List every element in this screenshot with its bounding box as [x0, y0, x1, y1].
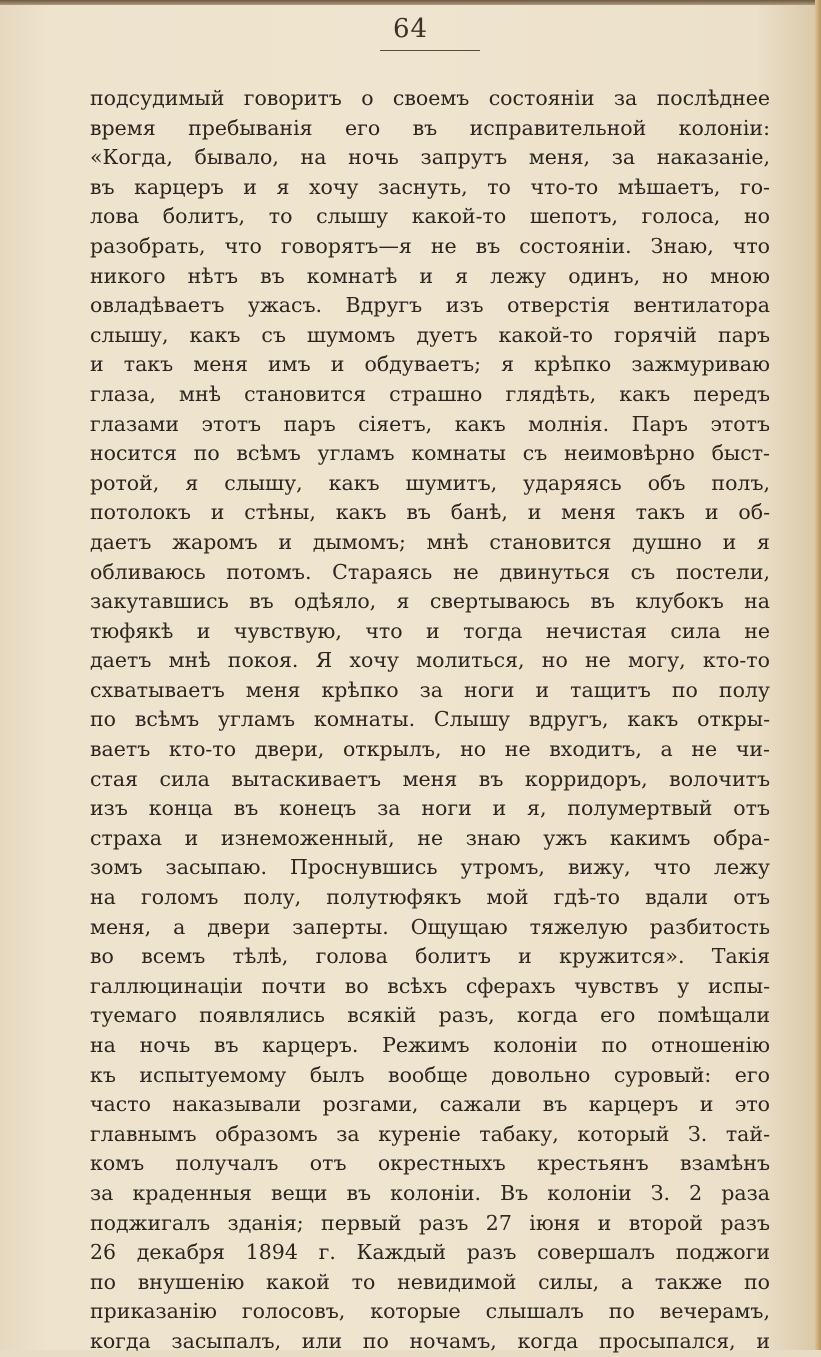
- text-line: и такъ меня имъ и обдуваетъ; я крѣпко зажмуриваю: [90, 352, 770, 377]
- text-line: никого нѣтъ въ комнатѣ и я лежу одинъ, но мною: [90, 263, 770, 288]
- text-line: изъ конца въ конецъ за ноги и я, полумертвый отъ: [90, 796, 770, 821]
- text-line: обливаюсь потомъ. Стараясь не двинуться съ постели,: [90, 559, 770, 584]
- text-line: страха и изнеможенный, не знаю ужъ какимъ обра-: [90, 825, 770, 850]
- text-line: лова болитъ, то слышу какой-то шепотъ, голоса, но: [90, 204, 770, 229]
- text-line: галлюцинацiи почти во всѣхъ сферахъ чувствъ у испы-: [90, 973, 770, 998]
- text-line: когда засыпалъ, или по ночамъ, когда просыпался, и: [90, 1328, 770, 1353]
- page-right-edge: [815, 0, 821, 1350]
- text-line: во всемъ тѣлѣ, голова болитъ и кружится». Такiя: [90, 944, 770, 969]
- text-line: даетъ мнѣ покоя. Я хочу молиться, но не могу, кто-то: [90, 648, 770, 673]
- text-line: слышу, какъ съ шумомъ дуетъ какой-то горячiй паръ: [90, 322, 770, 347]
- text-line: потолокъ и стѣны, какъ въ банѣ, и меня такъ и об-: [90, 500, 770, 525]
- text-line: главнымъ образомъ за куренiе табаку, который З. тай-: [90, 1121, 770, 1146]
- text-line: носится по всѣмъ угламъ комнаты съ неимовѣрно быст-: [90, 441, 770, 466]
- text-line: на ночь въ карцеръ. Режимъ колонiи по отношенiю: [90, 1033, 770, 1057]
- text-line: зомъ засыпаю. Проснувшись утромъ, вижу, что лежу: [90, 855, 770, 880]
- text-line: меня, а двери заперты. Ощущаю тяжелую разбитость: [90, 914, 770, 939]
- text-line: подсудимый говоритъ о своемъ состоянiи за послѣднее: [90, 86, 770, 110]
- text-line: разобрать, что говорятъ—я не въ состоянiи. Знаю, что: [90, 233, 770, 258]
- body-text: [90, 84, 770, 1357]
- text-line: ротой, я слышу, какъ шумитъ, ударяясь объ полъ,: [90, 470, 770, 495]
- text-line: овладѣваетъ ужасъ. Вдругъ изъ отверстiя вентилатора: [90, 293, 770, 318]
- text-line: поджигалъ зданiя; первый разъ 27 iюня и второй разъ: [90, 1210, 770, 1235]
- text-line: глаза, мнѣ становится страшно глядѣть, какъ передъ: [90, 381, 770, 406]
- text-line: 26 декабря 1894 г. Каждый разъ совершалъ поджоги: [90, 1240, 770, 1265]
- text-line: по всѣмъ угламъ комнаты. Слышу вдругъ, какъ откры-: [90, 707, 770, 732]
- text-line: «Когда, бывало, на ночь запрутъ меня, за наказанiе,: [90, 145, 770, 170]
- text-line: часто наказывали розгами, сажали въ карцеръ и это: [90, 1092, 770, 1117]
- text-line: глазами этотъ паръ сiяетъ, какъ молнiя. Паръ этотъ: [90, 411, 770, 436]
- text-line: приказанiю голосовъ, которые слышалъ по вечерамъ,: [90, 1299, 770, 1324]
- text-line: туемаго появлялись всякiй разъ, когда его помѣщали: [90, 1003, 770, 1028]
- text-line: даетъ жаромъ и дымомъ; мнѣ становится душно и я: [90, 529, 770, 554]
- text-line: закутавшись въ одѣяло, я свертываюсь въ клубокъ на: [90, 589, 770, 614]
- text-line: схватываетъ меня крѣпко за ноги и тащитъ по полу: [90, 677, 770, 702]
- text-line: къ испытуемому былъ вообще довольно суровый: его: [90, 1062, 770, 1087]
- text-line: на голомъ полу, полутюфякъ мой гдѣ-то вдали отъ: [90, 885, 770, 910]
- text-line: по внушенiю какой то невидимой силы, а также по: [90, 1269, 770, 1294]
- text-line: ваетъ кто-то двери, открылъ, но не входитъ, а не чи-: [90, 737, 770, 762]
- page-number: 64: [392, 14, 429, 44]
- page-number-rule: [380, 50, 480, 51]
- text-line: за краденныя вещи въ колонiи. Въ колонiи З. 2 раза: [90, 1180, 770, 1205]
- text-line: стая сила вытаскиваетъ меня въ корридоръ, волочитъ: [90, 766, 770, 791]
- text-line: тюфякѣ и чувствую, что и тогда нечистая сила не: [90, 618, 770, 643]
- text-line: комъ получалъ отъ окрестныхъ крестьянъ взамѣнъ: [90, 1151, 770, 1176]
- page-top-edge: [0, 0, 821, 5]
- text-line: въ карцеръ и я хочу заснуть, то что-то мѣшаетъ, го-: [90, 174, 770, 199]
- text-line: время пребыванiя его въ исправительной колонiи:: [90, 115, 770, 140]
